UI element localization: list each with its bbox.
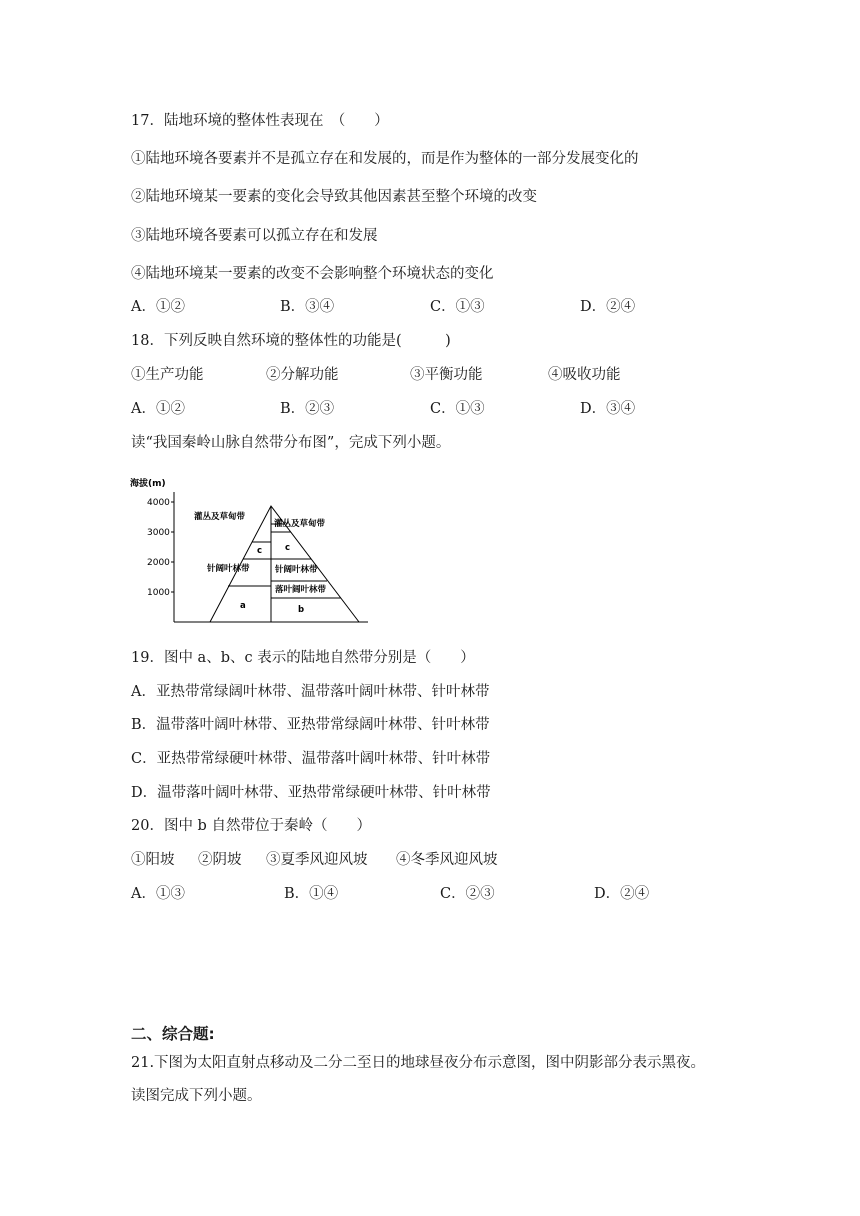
q17-item-1: ①陆地环境各要素并不是孤立存在和发展的，而是作为整体的一部分发展变化的 (131, 151, 639, 167)
right-label-c: c (285, 543, 291, 553)
q20-option-a: A．①③ (131, 886, 185, 902)
q17-item-2: ②陆地环境某一要素的变化会导致其他因素甚至整个环境的改变 (131, 189, 537, 205)
qinling-natural-zone-figure (128, 474, 373, 630)
q19-option-c: C．亚热带常绿硬叶林带、温带落叶阔叶林带、针叶林带 (131, 751, 491, 767)
q18-item-2: ②分解功能 (266, 367, 339, 383)
figure-intro: 读“我国秦岭山脉自然带分布图”，完成下列小题。 (131, 435, 451, 451)
left-label-a: a (240, 601, 246, 611)
q20-stem: 20．图中 b 自然带位于秦岭（ ） (131, 818, 371, 834)
q17-option-d: D．②④ (580, 299, 636, 315)
q20-item-2: ②阴坡 (198, 852, 242, 868)
q19-option-a: A．亚热带常绿阔叶林带、温带落叶阔叶林带、针叶林带 (131, 684, 490, 700)
ytick-3000: 3000 (147, 528, 170, 538)
left-label-mixed-forest: 针阔叶林带 (207, 564, 250, 574)
q20-item-1: ①阳坡 (131, 852, 175, 868)
q19-option-b: B．温带落叶阔叶林带、亚热带常绿阔叶林带、针叶林带 (131, 717, 490, 733)
q20-option-c: C．②③ (440, 886, 495, 902)
q17-option-a: A．①② (131, 299, 185, 315)
q17-stem: 17．陆地环境的整体性表现在 （ ） (131, 113, 389, 129)
q17-item-4: ④陆地环境某一要素的改变不会影响整个环境状态的变化 (131, 266, 494, 282)
q18-option-b: B．②③ (280, 401, 335, 417)
q18-option-c: C．①③ (430, 401, 485, 417)
q20-option-b: B．①④ (284, 886, 339, 902)
q20-item-3: ③夏季风迎风坡 (266, 852, 368, 868)
q21-stem-line-1: 21.下图为太阳直射点移动及二分二至日的地球昼夜分布示意图，图中阴影部分表示黑夜。 (131, 1055, 706, 1071)
q17-option-c: C．①③ (430, 299, 485, 315)
right-label-shrub-meadow: 灌丛及草甸带 (274, 519, 326, 529)
ytick-1000: 1000 (147, 588, 170, 598)
q18-item-1: ①生产功能 (131, 367, 204, 383)
q19-stem: 19．图中 a、b、c 表示的陆地自然带分别是（ ） (131, 650, 475, 666)
q17-item-3: ③陆地环境各要素可以孤立存在和发展 (131, 228, 378, 244)
right-label-mixed-forest: 针阔叶林带 (275, 565, 318, 575)
ytick-2000: 2000 (147, 558, 170, 568)
figure-ylabel: 海拔(m) (130, 479, 166, 489)
ytick-4000: 4000 (147, 498, 170, 508)
q18-item-3: ③平衡功能 (410, 367, 483, 383)
q18-item-4: ④吸收功能 (548, 367, 621, 383)
q20-option-d: D．②④ (594, 886, 650, 902)
left-label-shrub-meadow: 灌丛及草甸带 (194, 512, 246, 522)
q20-item-4: ④冬季风迎风坡 (396, 852, 498, 868)
right-label-b: b (298, 605, 305, 615)
q17-option-b: B．③④ (280, 299, 335, 315)
q18-stem: 18．下列反映自然环境的整体性的功能是( ) (131, 333, 451, 349)
left-label-c: c (257, 546, 263, 556)
right-label-deciduous-forest: 落叶阔叶林带 (275, 585, 327, 595)
q19-option-d: D．温带落叶阔叶林带、亚热带常绿硬叶林带、针叶林带 (131, 785, 491, 801)
section-heading: 二、综合题: (131, 1025, 215, 1043)
q18-option-d: D．③④ (580, 401, 636, 417)
q21-stem-line-2: 读图完成下列小题。 (131, 1088, 262, 1104)
q18-option-a: A．①② (131, 401, 185, 417)
